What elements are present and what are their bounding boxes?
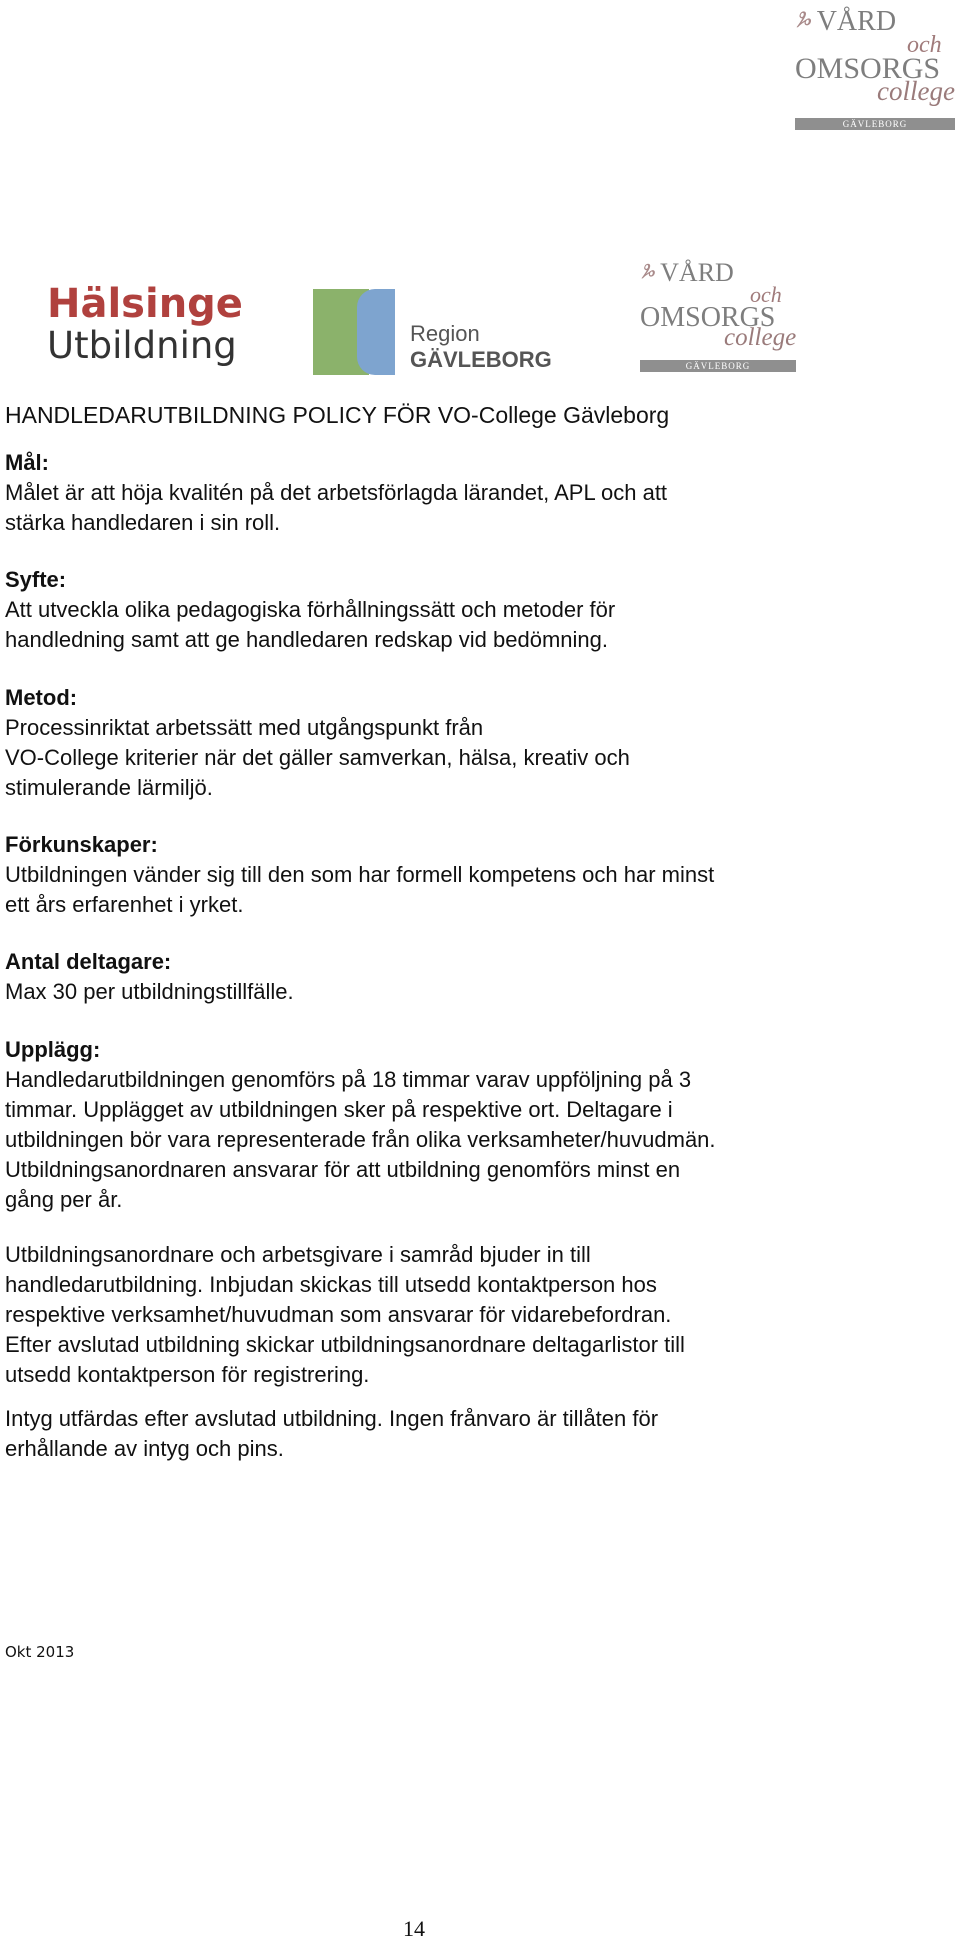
section-antal-deltagare: [5, 947, 905, 1007]
paragraph-line: erhållande av intyg och pins.: [5, 1436, 284, 1461]
section-line: Max 30 per utbildningstillfälle.: [5, 979, 294, 1004]
logo-college-text: college: [877, 76, 955, 106]
section-mal: [5, 448, 905, 538]
page-number: 14: [403, 1916, 425, 1941]
section-heading: Förkunskaper:: [5, 832, 158, 857]
section-line: stärka handledaren i sin roll.: [5, 510, 281, 535]
logo-vard-text: VÅRD: [660, 258, 734, 287]
paragraph-line: Intyg utfärdas efter avslutad utbildning. Ingen frånvaro är tillåten för: [5, 1406, 659, 1431]
paragraph-line: respektive verksamhet/huvudman som ansvarar för vidarebefordran.: [5, 1302, 672, 1327]
footer-date: Okt 2013: [5, 1643, 75, 1661]
section-line: stimulerande lärmiljö.: [5, 775, 213, 800]
section-heading: Syfte:: [5, 567, 67, 592]
section-line: handledning samt att ge handledaren redskap vid bedömning.: [5, 627, 608, 652]
region-gavleborg-logo: [313, 289, 552, 375]
section-upplagg: [5, 1035, 905, 1215]
section-line: Utbildningsanordnaren ansvarar för att utbildning genomförs minst en: [5, 1157, 681, 1182]
paragraph-line: handledarutbildning. Inbjudan skickas till utsedd kontaktperson hos: [5, 1272, 657, 1297]
section-syfte: [5, 565, 905, 655]
section-heading: Mål:: [5, 450, 49, 475]
logo-och-text: och: [750, 282, 782, 307]
halsinge-logo-line1: Hälsinge: [47, 281, 243, 327]
logo-och-text: och: [907, 32, 942, 58]
section-heading: Upplägg:: [5, 1037, 101, 1062]
paragraph-inbjudan: [5, 1240, 905, 1390]
paragraph-line: utsedd kontaktperson för registrering.: [5, 1362, 370, 1387]
halsinge-logo-line2: Utbildning: [47, 324, 237, 367]
section-heading: Antal deltagare:: [5, 949, 172, 974]
section-metod: [5, 683, 905, 803]
section-forkunskaper: [5, 830, 905, 920]
section-line: Processinriktat arbetssätt med utgångspunkt från: [5, 715, 484, 740]
logo-college-text: college: [724, 324, 797, 351]
section-line: timmar. Upplägget av utbildningen sker på respektive ort. Deltagare i: [5, 1097, 673, 1122]
section-heading: Metod:: [5, 685, 78, 710]
section-line: Målet är att höja kvalitén på det arbetsförlagda lärandet, APL och att: [5, 480, 668, 505]
logo-gavleborg-bar: GÄVLEBORG: [640, 360, 796, 372]
paragraph-line: Efter avslutad utbildning skickar utbildningsanordnare deltagarlistor till: [5, 1332, 685, 1357]
region-logo-blue-shape: [357, 289, 395, 375]
section-line: gång per år.: [5, 1187, 123, 1212]
swirl-icon: ⰳ: [795, 6, 810, 37]
paragraph-intyg: [5, 1404, 905, 1464]
vard-omsorgs-college-logo-top: [795, 6, 960, 129]
section-line: Att utveckla olika pedagogiska förhållningssätt och metoder för: [5, 597, 616, 622]
paragraph-line: Utbildningsanordnare och arbetsgivare i samråd bjuder in till: [5, 1242, 591, 1267]
section-line: ett års erfarenhet i yrket.: [5, 892, 244, 917]
logo-omsorgs-text: OMSORGS: [640, 302, 776, 333]
logo-omsorgs-text: OMSORGS: [795, 52, 941, 85]
halsinge-utbildning-logo: [47, 281, 243, 367]
section-line: Utbildningen vänder sig till den som har formell kompetens och har minst: [5, 862, 715, 887]
region-logo-line1: Region: [410, 321, 480, 346]
section-line: VO-College kriterier när det gäller samverkan, hälsa, kreativ och: [5, 745, 630, 770]
document-title: HANDLEDARUTBILDNING POLICY FÖR VO-College Gävleborg: [5, 402, 670, 428]
logo-vard-text: VÅRD: [816, 6, 897, 37]
region-logo-line2: GÄVLEBORG: [410, 347, 552, 372]
logo-gavleborg-bar: GÄVLEBORG: [795, 118, 955, 130]
section-line: Handledarutbildningen genomförs på 18 timmar varav uppföljning på 3: [5, 1067, 692, 1092]
vard-omsorgs-college-logo-row: [640, 258, 800, 374]
swirl-icon: ⰳ: [640, 258, 654, 287]
section-line: utbildningen bör vara representerade från olika verksamheter/huvudmän.: [5, 1127, 716, 1152]
